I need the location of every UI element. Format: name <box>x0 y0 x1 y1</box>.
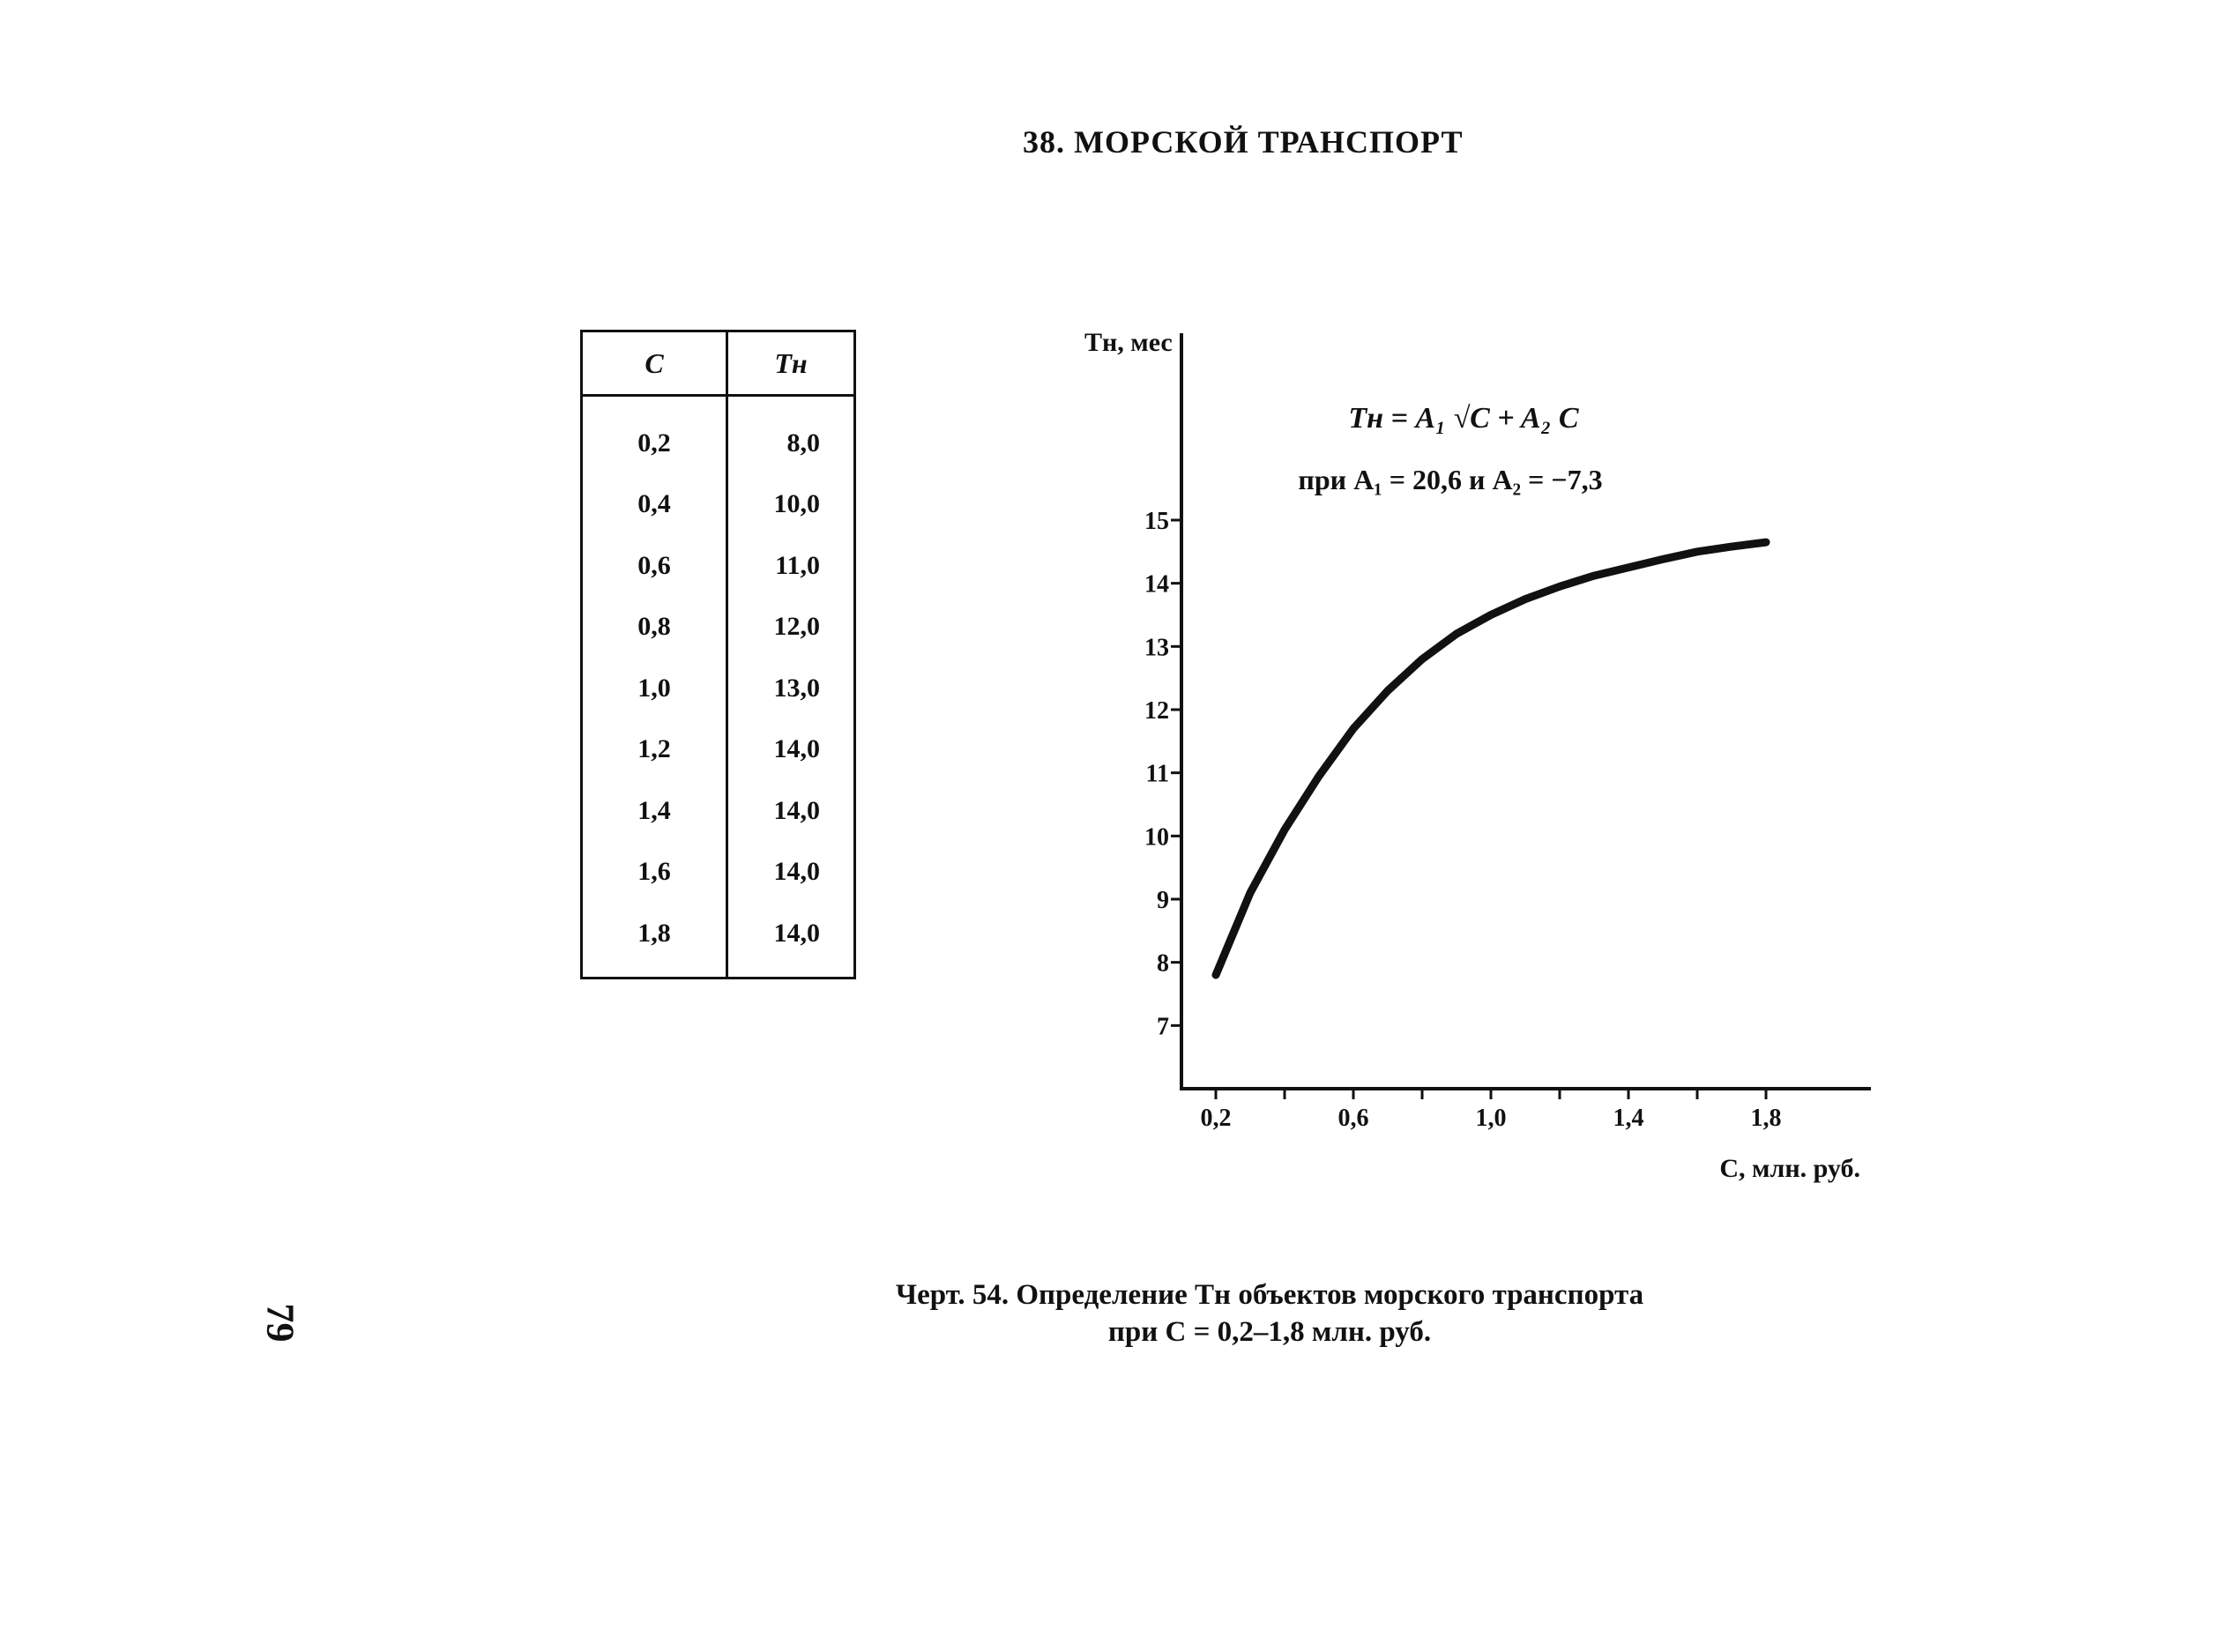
table-cell-c: 1,8 <box>582 903 727 978</box>
x-axis-label: C, млн. руб. <box>1719 1154 1860 1183</box>
figure-caption <box>829 1276 1710 1351</box>
caption-line-1: Черт. 54. Определение Tн объектов морского транспорта <box>895 1279 1644 1311</box>
y-axis-label: Tн, мес <box>1084 328 1173 357</box>
x-tick-label: 1,4 <box>1613 1105 1644 1132</box>
section-title: 38. МОРСКОЙ ТРАНСПОРТ <box>1023 124 1464 160</box>
y-tick-label: 9 <box>1157 887 1169 914</box>
caption-line-2: при C = 0,2–1,8 млн. руб. <box>1107 1316 1432 1348</box>
table-cell-c: 0,6 <box>582 535 727 597</box>
table-cell-c: 1,2 <box>582 719 727 781</box>
y-tick-label: 15 <box>1144 508 1169 535</box>
table-header-c: C <box>582 331 727 396</box>
table-cell-t: 8,0 <box>786 428 820 458</box>
chart-axes <box>1180 333 1871 1089</box>
table-cell-c: 1,0 <box>582 658 727 719</box>
x-tick-label: 1,0 <box>1475 1105 1507 1132</box>
x-tick-label: 0,6 <box>1337 1105 1369 1132</box>
table-cell-t: 14,0 <box>773 918 820 948</box>
y-tick-label: 13 <box>1144 634 1169 662</box>
page-number: 79 <box>258 1303 302 1343</box>
x-tick-label: 0,2 <box>1200 1105 1232 1132</box>
table-cell-c: 0,2 <box>582 396 727 474</box>
table-cell-t: 14,0 <box>773 857 820 887</box>
y-tick-label: 7 <box>1157 1013 1169 1041</box>
table-cell-c: 0,4 <box>582 474 727 536</box>
table-cell-c: 0,8 <box>582 597 727 659</box>
y-tick-label: 14 <box>1144 570 1169 599</box>
y-tick-label: 8 <box>1157 949 1169 978</box>
table-cell-t: 14,0 <box>773 734 820 764</box>
table-cell-t: 13,0 <box>773 673 820 703</box>
table-cell-c: 1,4 <box>582 780 727 842</box>
formula-coefficients: при A₁ = 20,6 и A₂ = −7,3 <box>1298 464 1603 495</box>
chart-series <box>1216 542 1766 975</box>
y-tick-label: 12 <box>1144 697 1169 725</box>
formula-equation: Tн = A₁ √C + A₂ C <box>1348 402 1579 435</box>
x-tick-label: 1,8 <box>1750 1105 1782 1132</box>
table-cell-t: 12,0 <box>773 612 820 642</box>
chart-ticks <box>1144 508 1782 1132</box>
series-line <box>1216 542 1766 975</box>
table-cell-t: 10,0 <box>773 489 820 519</box>
y-tick-label: 11 <box>1145 760 1169 788</box>
table-cell-c: 1,6 <box>582 842 727 904</box>
y-tick-label: 10 <box>1144 823 1169 852</box>
table-cell-t: 14,0 <box>773 795 820 825</box>
table-cell-t: 11,0 <box>775 550 820 580</box>
table-header-t: Tн <box>727 331 855 396</box>
